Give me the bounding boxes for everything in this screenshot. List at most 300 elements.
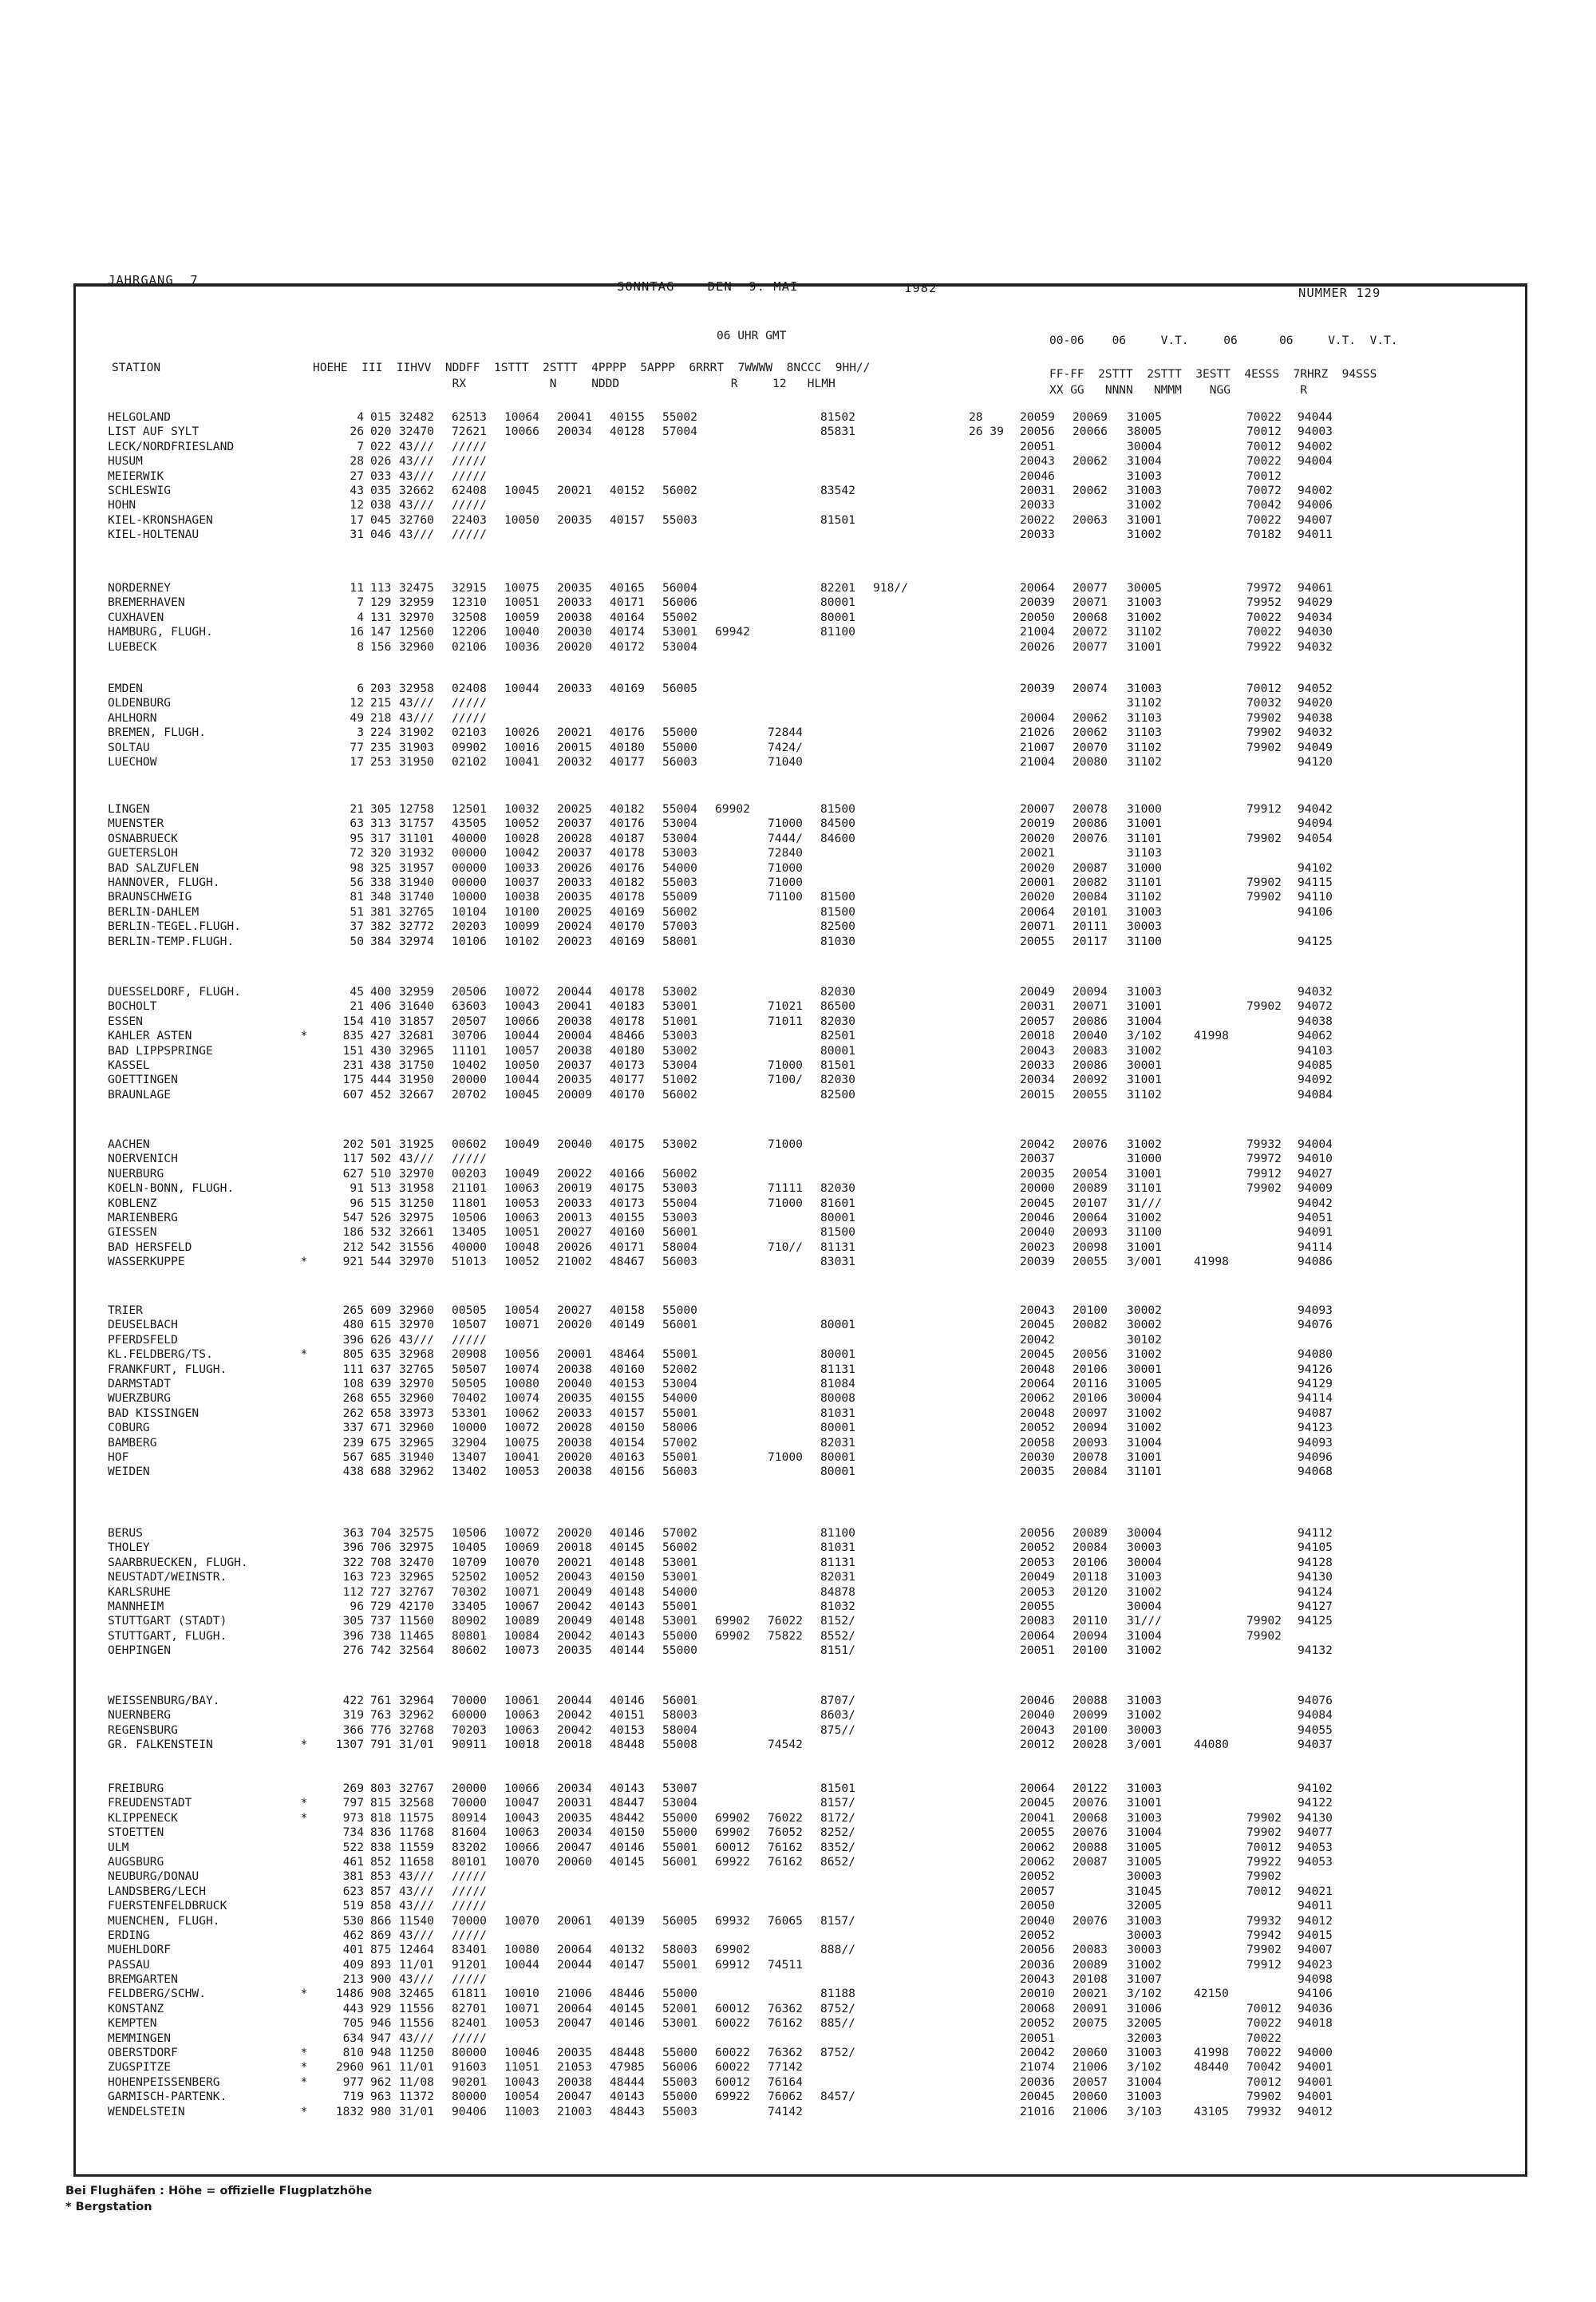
- table-row: [108, 1255, 1512, 1269]
- station-name: STUTTGART (STADT): [108, 1614, 227, 1628]
- extra-group-2: 20033: [1020, 498, 1055, 512]
- extra-group-7: 94120: [1298, 754, 1333, 769]
- station-index: 410: [370, 1014, 392, 1028]
- station-index: 742: [370, 1643, 392, 1658]
- extra-group-7: 94114: [1298, 1240, 1333, 1254]
- obs-group-6: 55000: [662, 726, 697, 740]
- extra-group-1: [969, 1643, 1020, 1658]
- extra-group-7: 94062: [1298, 1029, 1333, 1043]
- extra-group-1: [969, 1899, 1020, 1913]
- extra-group-1: [969, 1585, 1020, 1600]
- station-name: LECK/NORDFRIESLAND: [108, 439, 235, 453]
- mountain-station-mark: [297, 1421, 311, 1435]
- obs-group-2: 10106: [452, 934, 487, 948]
- extra-group-5: [1194, 1181, 1246, 1196]
- extra-group-4: 30102: [1127, 1332, 1162, 1347]
- obs-group-4: [557, 469, 610, 484]
- obs-group-4: [557, 454, 610, 469]
- obs-group-9: 84500: [820, 817, 855, 831]
- obs-group-7: [715, 1987, 768, 2001]
- obs-group-3: 10026: [504, 726, 539, 740]
- obs-group-7: [715, 711, 768, 726]
- station-name: AHLHORN: [108, 710, 157, 725]
- obs-group-6: 53004: [662, 639, 697, 654]
- obs-group-9: [820, 682, 873, 696]
- station-name: HUSUM: [108, 454, 143, 469]
- obs-group-6: 55001: [662, 1599, 697, 1613]
- extra-group-3: 20076: [1073, 1137, 1108, 1151]
- extra-group-7: 94072: [1298, 999, 1333, 1014]
- obs-group-6: 56002: [662, 1166, 697, 1181]
- extra-group-7: 94085: [1298, 1058, 1333, 1072]
- obs-group-4: 20026: [557, 1240, 592, 1254]
- extra-group-7: 94061: [1298, 581, 1333, 595]
- obs-group-3: 10072: [504, 985, 539, 999]
- obs-group-6: 56002: [662, 483, 697, 497]
- obs-group-9: 81131: [820, 1362, 855, 1376]
- obs-group-3: 10063: [504, 1723, 539, 1737]
- obs-group-5: 40171: [610, 1240, 645, 1254]
- station-index: 658: [370, 1406, 392, 1420]
- table-row: [108, 876, 1512, 890]
- extra-group-1: [969, 1943, 1020, 1957]
- obs-group-10: [873, 1885, 926, 1899]
- obs-group-2: 11101: [452, 1043, 487, 1058]
- extra-group-7: 94020: [1298, 696, 1333, 710]
- obs-group-3: 10037: [504, 875, 539, 889]
- obs-group-4: 20038: [557, 1014, 592, 1028]
- obs-group-7: [715, 1723, 768, 1738]
- obs-group-2: 32508: [452, 610, 487, 624]
- station-index: 320: [370, 846, 392, 860]
- obs-group-4: 20044: [557, 1694, 592, 1707]
- obs-group-9: 82030: [820, 1073, 855, 1087]
- extra-group-3: 20068: [1073, 610, 1108, 624]
- obs-group-9: [820, 846, 873, 860]
- extra-group-2: 20056: [1020, 1526, 1055, 1540]
- station-name: FRANKFURT, FLUGH.: [108, 1362, 227, 1376]
- station-height: 202: [342, 1137, 364, 1151]
- mountain-station-mark: [297, 1152, 311, 1166]
- extra-group-2: 20010: [1020, 1987, 1055, 2001]
- station-index: 961: [370, 2060, 392, 2075]
- obs-group-3: 10080: [504, 1376, 539, 1390]
- extra-group-6: [1246, 935, 1298, 949]
- station-index: 685: [370, 1450, 392, 1464]
- obs-group-2: 12501: [452, 802, 487, 816]
- station-index: 866: [370, 1913, 392, 1928]
- station-index: 147: [370, 625, 392, 639]
- separator-gap: [926, 802, 969, 817]
- obs-group-8: [768, 1088, 820, 1102]
- obs-group-1: 32662: [399, 483, 434, 497]
- station-name: MARIENBERG: [108, 1210, 178, 1224]
- extra-group-3: 20076: [1073, 1796, 1108, 1810]
- extra-group-5: [1194, 425, 1246, 439]
- obs-group-3: 10089: [504, 1614, 539, 1628]
- extra-group-2: 20004: [1020, 710, 1055, 725]
- obs-group-2: 70203: [452, 1723, 487, 1737]
- extra-group-6: [1246, 817, 1298, 831]
- station-name: BREMEN, FLUGH.: [108, 726, 207, 740]
- extra-group-1: [969, 1855, 1020, 1869]
- obs-group-4: 20035: [557, 1073, 592, 1087]
- extra-group-2: 20039: [1020, 682, 1055, 695]
- extra-group-3: 20100: [1073, 1723, 1108, 1737]
- mountain-station-mark: [297, 876, 311, 890]
- extra-group-3: 20060: [1073, 2046, 1108, 2060]
- obs-group-1: 32965: [399, 1570, 434, 1584]
- extra-group-3: 20062: [1073, 726, 1108, 740]
- obs-group-9: 82201: [820, 581, 855, 595]
- obs-group-6: 56002: [662, 1087, 697, 1102]
- station-name: DUESSELDORF, FLUGH.: [108, 985, 241, 999]
- obs-group-10: [873, 1708, 926, 1723]
- station-height: 26: [350, 425, 364, 439]
- extra-group-1: [969, 513, 1020, 528]
- extra-group-1: [969, 1465, 1020, 1479]
- obs-group-10: [873, 1196, 926, 1211]
- obs-group-2: 10402: [452, 1058, 487, 1072]
- extra-group-6: 70022: [1246, 610, 1282, 624]
- obs-group-7: [715, 1225, 768, 1240]
- mountain-station-mark: [297, 1465, 311, 1479]
- obs-group-7: 69902: [715, 1614, 750, 1628]
- extra-group-7: 94027: [1298, 1166, 1333, 1181]
- obs-group-5: 40148: [610, 1614, 645, 1628]
- obs-group-2: 91201: [452, 1957, 487, 1972]
- extra-group-5: [1194, 2002, 1246, 2016]
- extra-group-3: [1073, 528, 1127, 542]
- separator-gap: [926, 2060, 969, 2075]
- obs-group-3: 10069: [504, 1541, 539, 1555]
- column-header-main-1: HOEHE III IIHVV NDDFF 1STTT 2STTT 4PPPP 5APPP 6RRRT 7WWWW 8NCCC 9HH//: [313, 362, 871, 374]
- extra-group-6: 79902: [1246, 2090, 1282, 2104]
- obs-group-2: 62408: [452, 483, 487, 497]
- obs-group-1: 33973: [399, 1406, 434, 1420]
- mountain-station-mark: *: [300, 1987, 308, 2001]
- station-index: 020: [370, 425, 392, 439]
- extra-group-3: 20089: [1073, 1526, 1108, 1540]
- extra-group-5: [1194, 1899, 1246, 1913]
- extra-group-6: [1246, 1782, 1298, 1796]
- obs-group-2: 20000: [452, 1073, 487, 1087]
- obs-group-10: [873, 498, 926, 512]
- station-index: 382: [370, 920, 392, 934]
- extra-group-6: [1246, 1255, 1298, 1269]
- extra-group-6: 79902: [1246, 710, 1282, 725]
- extra-group-6: 79902: [1246, 1810, 1282, 1825]
- extra-group-2: 20049: [1020, 985, 1055, 999]
- obs-group-10: [873, 469, 926, 484]
- extra-group-5: [1194, 1958, 1246, 1972]
- obs-group-9: [820, 1972, 873, 1987]
- obs-group-3: 10052: [504, 1255, 539, 1269]
- extra-group-2: 20040: [1020, 1913, 1055, 1928]
- table-row: [108, 1855, 1512, 1869]
- separator-gap: [926, 682, 969, 696]
- obs-group-3: [504, 440, 557, 454]
- obs-group-6: 56002: [662, 904, 697, 919]
- extra-group-1: [969, 861, 1020, 876]
- obs-group-9: 81500: [820, 890, 855, 904]
- obs-group-1: 32765: [399, 1362, 434, 1376]
- extra-group-4: 31101: [1127, 1181, 1162, 1196]
- table-row: [108, 2016, 1512, 2031]
- station-height: 151: [342, 1043, 364, 1058]
- extra-group-4: 31002: [1127, 528, 1162, 542]
- separator-gap: [926, 1058, 969, 1073]
- extra-group-2: 20043: [1020, 454, 1055, 469]
- obs-group-1: 31950: [399, 1073, 434, 1087]
- extra-group-1: [969, 1526, 1020, 1541]
- obs-group-4: 20035: [557, 890, 592, 904]
- obs-group-5: 40169: [610, 934, 645, 948]
- obs-group-10: [873, 711, 926, 726]
- obs-group-6: 56005: [662, 1913, 697, 1928]
- separator-gap: [926, 1585, 969, 1600]
- extra-group-6: 70042: [1246, 498, 1282, 512]
- station-name: STOETTEN: [108, 1825, 164, 1840]
- obs-group-7: [715, 999, 768, 1014]
- obs-group-9: 86500: [820, 999, 855, 1014]
- obs-group-9: [820, 2075, 873, 2090]
- extra-group-6: [1246, 1225, 1298, 1240]
- extra-group-4: 31004: [1127, 1435, 1162, 1450]
- obs-group-8: [768, 1303, 820, 1318]
- obs-group-10: [873, 2075, 926, 2090]
- separator-gap: [926, 726, 969, 740]
- column-header-right-0: 00-06 06 V.T. 06 06 V.T. V.T.: [1049, 334, 1398, 347]
- obs-group-7: [715, 1377, 768, 1391]
- extra-group-1: [969, 920, 1020, 934]
- station-height: 810: [342, 2046, 364, 2060]
- separator-gap: [926, 2002, 969, 2016]
- station-name: KEMPTEN: [108, 2016, 157, 2031]
- extra-group-7: 94132: [1298, 1643, 1333, 1658]
- obs-group-8: 75822: [768, 1628, 803, 1643]
- obs-group-9: 8652/: [820, 1854, 855, 1869]
- obs-group-5: 40143: [610, 1599, 645, 1613]
- station-name: BREMERHAVEN: [108, 595, 185, 610]
- obs-group-10: [873, 832, 926, 846]
- obs-group-9: 80001: [820, 1347, 855, 1362]
- extra-group-4: 31001: [1127, 1796, 1162, 1810]
- separator-gap: [926, 999, 969, 1014]
- obs-group-10: [873, 2105, 926, 2119]
- station-index: 203: [370, 682, 392, 695]
- station-height: 2960: [335, 2060, 364, 2075]
- extra-group-5: [1194, 999, 1246, 1014]
- column-header-right-2: XX GG NNNN NMMM NGG R: [1049, 384, 1308, 397]
- obs-group-2: 83401: [452, 1943, 487, 1957]
- obs-group-1: 32958: [399, 682, 434, 695]
- table-row: [108, 1541, 1512, 1555]
- extra-group-4: 30001: [1127, 1362, 1162, 1376]
- station-height: 276: [342, 1643, 364, 1658]
- extra-group-1: [969, 1694, 1020, 1708]
- obs-group-6: 58003: [662, 1708, 697, 1723]
- separator-gap: [926, 861, 969, 876]
- separator-gap: [926, 1570, 969, 1584]
- obs-group-8: [768, 1211, 820, 1225]
- extra-group-7: 94007: [1298, 1943, 1333, 1957]
- obs-group-4: 20064: [557, 1943, 592, 1957]
- obs-group-8: [768, 440, 820, 454]
- extra-group-2: 20083: [1020, 1614, 1055, 1628]
- obs-group-4: [557, 498, 610, 512]
- separator-gap: [926, 2016, 969, 2031]
- extra-group-3: 20110: [1073, 1614, 1108, 1628]
- obs-group-6: 56006: [662, 595, 697, 610]
- obs-group-3: 10063: [504, 1825, 539, 1840]
- obs-group-6: 53003: [662, 1029, 697, 1043]
- obs-group-8: [768, 425, 820, 439]
- mountain-station-mark: *: [300, 2104, 308, 2118]
- obs-group-6: 55002: [662, 410, 697, 424]
- obs-group-3: 10044: [504, 1957, 539, 1972]
- separator-gap: [926, 1088, 969, 1102]
- obs-group-1: 31940: [399, 875, 434, 889]
- obs-group-5: [610, 454, 662, 469]
- extra-group-2: 20052: [1020, 1421, 1055, 1435]
- station-index: 727: [370, 1584, 392, 1599]
- extra-group-2: 20018: [1020, 1029, 1055, 1043]
- column-header-right-1: FF-FF 2STTT 2STTT 3ESTT 4ESSS 7RHRZ 94SSS: [1049, 368, 1377, 381]
- extra-group-1: [969, 2046, 1020, 2060]
- obs-group-10: [873, 1723, 926, 1738]
- extra-group-4: 31102: [1127, 625, 1162, 639]
- obs-group-1: 43///: [399, 439, 434, 453]
- obs-group-6: 53001: [662, 625, 697, 639]
- station-name: DEUSELBACH: [108, 1318, 178, 1332]
- extra-group-4: 30004: [1127, 1391, 1162, 1406]
- obs-group-2: 80000: [452, 2090, 487, 2104]
- extra-group-3: 20068: [1073, 1810, 1108, 1825]
- obs-group-9: [820, 2105, 873, 2119]
- mountain-station-mark: [297, 640, 311, 655]
- obs-group-4: 20018: [557, 1738, 592, 1752]
- obs-group-1: 32768: [399, 1723, 434, 1737]
- station-name: KARLSRUHE: [108, 1584, 172, 1599]
- mountain-station-mark: [297, 1614, 311, 1628]
- extra-group-5: [1194, 1855, 1246, 1869]
- extra-group-4: 31004: [1127, 454, 1162, 469]
- obs-group-5: 40180: [610, 1043, 645, 1058]
- extra-group-1: [969, 2016, 1020, 2031]
- extra-group-3: 20040: [1073, 1029, 1108, 1043]
- extra-group-5: [1194, 1643, 1246, 1658]
- extra-group-1: [969, 905, 1020, 920]
- station-height: 21: [350, 802, 364, 816]
- extra-group-7: 94125: [1298, 934, 1333, 948]
- obs-group-7: [715, 1465, 768, 1479]
- separator-gap: [926, 1211, 969, 1225]
- extra-group-4: 32003: [1127, 2031, 1162, 2045]
- obs-group-7: [715, 1928, 768, 1943]
- obs-group-9: [820, 1303, 873, 1318]
- station-group: [108, 802, 1512, 949]
- table-row: [108, 1943, 1512, 1957]
- obs-group-8: 7444/: [768, 831, 803, 845]
- obs-group-2: 80902: [452, 1614, 487, 1628]
- obs-group-7: [715, 640, 768, 655]
- station-index: 980: [370, 2104, 392, 2118]
- obs-group-1: 32681: [399, 1029, 434, 1043]
- obs-group-9: 81131: [820, 1240, 855, 1254]
- extra-group-7: 94086: [1298, 1255, 1333, 1269]
- separator-gap: [926, 454, 969, 469]
- obs-group-3: 10010: [504, 1987, 539, 2001]
- extra-group-7: 94087: [1298, 1406, 1333, 1420]
- obs-group-5: 40145: [610, 1854, 645, 1869]
- extra-group-7: 94094: [1298, 817, 1333, 831]
- extra-group-2: 20031: [1020, 999, 1055, 1014]
- obs-group-9: 8603/: [820, 1708, 855, 1723]
- obs-group-7: [715, 1570, 768, 1584]
- extra-group-2: 20055: [1020, 934, 1055, 948]
- obs-group-2: 40000: [452, 1240, 487, 1254]
- obs-group-1: 32470: [399, 425, 434, 439]
- obs-group-6: [662, 1885, 715, 1899]
- obs-group-6: 58006: [662, 1421, 697, 1435]
- obs-group-6: [662, 1333, 715, 1347]
- mountain-station-mark: [297, 454, 311, 469]
- obs-group-10: [873, 985, 926, 999]
- extra-group-3: [1073, 469, 1127, 484]
- extra-group-6: [1246, 1363, 1298, 1377]
- separator-gap: [926, 1363, 969, 1377]
- extra-group-3: [1073, 498, 1127, 512]
- extra-group-2: 20052: [1020, 1869, 1055, 1884]
- extra-group-7: 94130: [1298, 1810, 1333, 1825]
- separator-gap: [926, 1869, 969, 1884]
- obs-group-6: [662, 711, 715, 726]
- extra-group-5: [1194, 1303, 1246, 1318]
- extra-group-7: 94126: [1298, 1362, 1333, 1376]
- obs-group-6: 54000: [662, 1391, 697, 1406]
- table-row: [108, 1225, 1512, 1240]
- station-index: 501: [370, 1137, 392, 1151]
- station-name: ULM: [108, 1840, 129, 1854]
- obs-group-8: [768, 1465, 820, 1479]
- obs-group-2: /////: [452, 439, 487, 453]
- station-name: AACHEN: [108, 1137, 150, 1151]
- extra-group-3: [1073, 696, 1127, 710]
- obs-group-5: 40169: [610, 904, 645, 919]
- obs-group-5: 40143: [610, 2090, 645, 2104]
- station-index: 502: [370, 1152, 392, 1166]
- station-index: 853: [370, 1869, 392, 1884]
- extra-group-7: 94123: [1298, 1421, 1333, 1435]
- station-height: 627: [342, 1166, 364, 1181]
- separator-gap: [926, 1841, 969, 1855]
- obs-group-10: [873, 625, 926, 639]
- obs-group-8: [768, 1570, 820, 1584]
- mountain-station-mark: [297, 1073, 311, 1087]
- obs-group-7: [715, 1029, 768, 1043]
- extra-group-2: 20020: [1020, 860, 1055, 875]
- extra-group-3: 20086: [1073, 1014, 1108, 1028]
- obs-group-6: [662, 1899, 715, 1913]
- extra-group-1: [969, 1841, 1020, 1855]
- obs-group-10: [873, 1363, 926, 1377]
- obs-group-10: [873, 1526, 926, 1541]
- extra-group-2: 20048: [1020, 1362, 1055, 1376]
- obs-group-10: [873, 846, 926, 860]
- table-row: [108, 1629, 1512, 1643]
- obs-group-7: 69902: [715, 802, 750, 816]
